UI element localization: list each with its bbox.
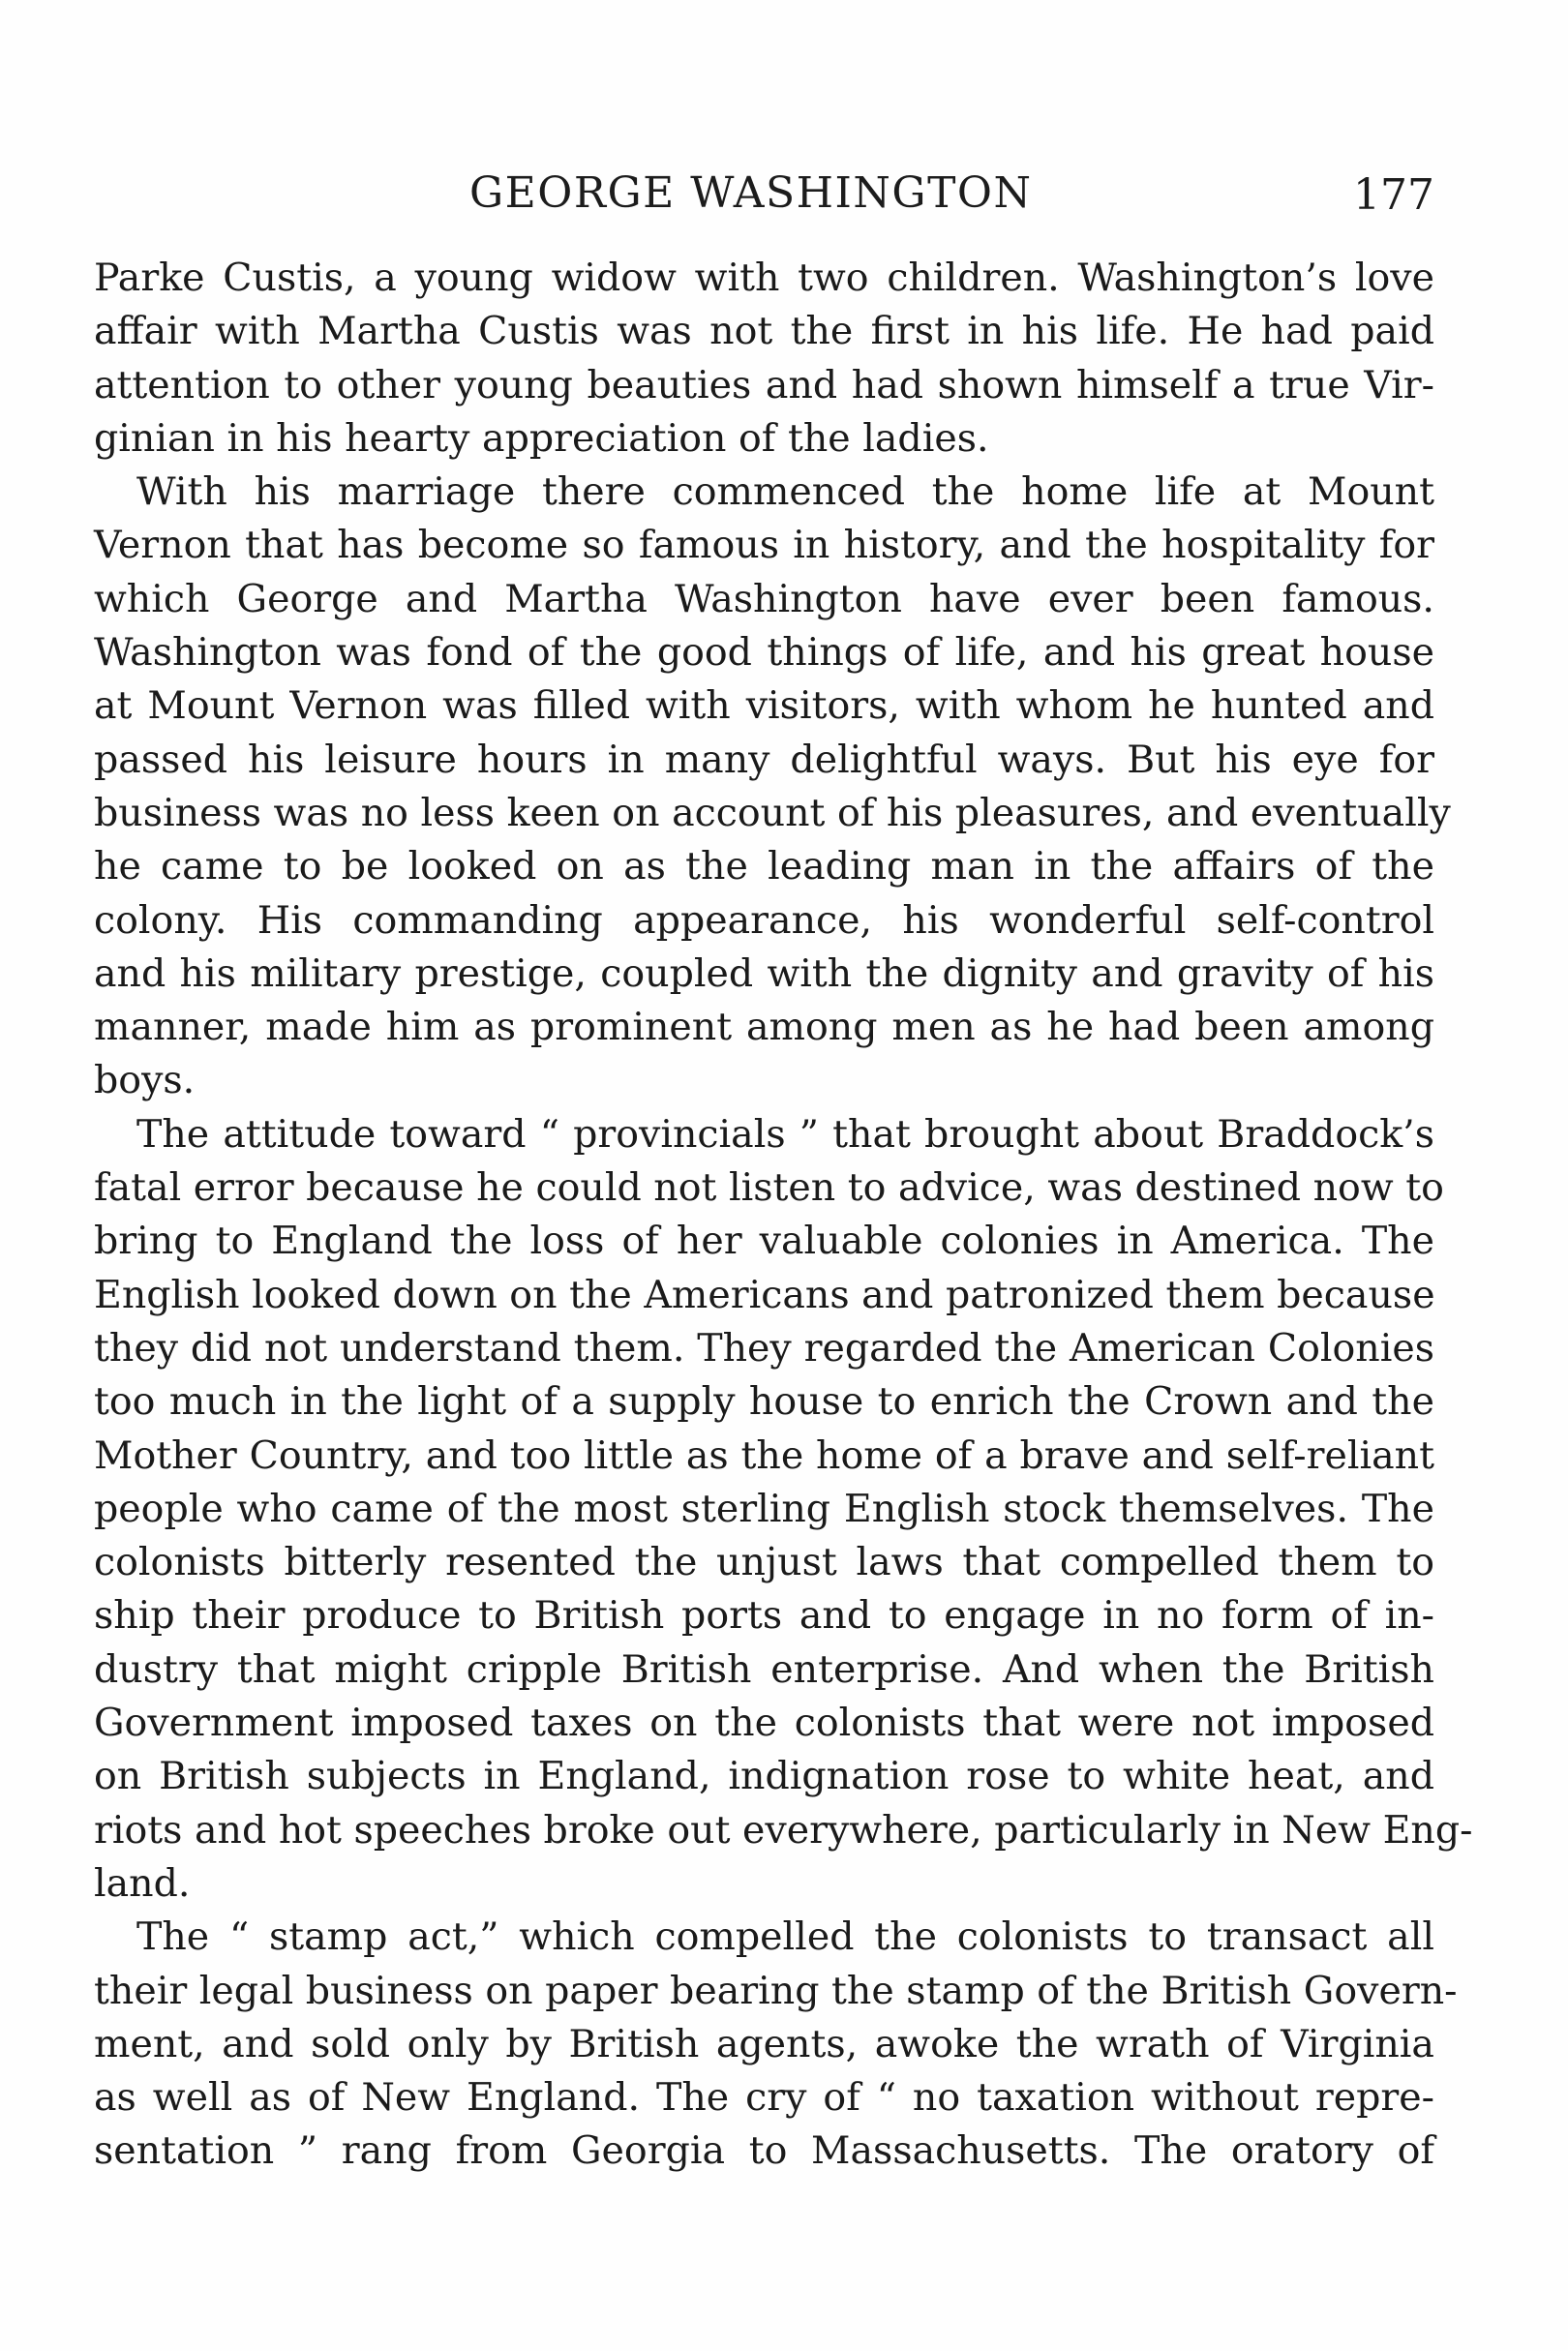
paragraph bbox=[94, 466, 1451, 1108]
text-line: Washington was fond of the good things of life, and his great house bbox=[94, 630, 1434, 676]
text-line: at Mount Vernon was filled with visitors, with whom he hunted and bbox=[94, 683, 1434, 729]
paragraph bbox=[94, 252, 1434, 466]
text-line: Mother Country, and too little as the home of a brave and self-reliant bbox=[94, 1432, 1434, 1478]
text-line: The “ stamp act,” which compelled the colonists to transact all bbox=[136, 1914, 1434, 1960]
text-line: ginian in his hearty appreciation of the ladies. bbox=[94, 415, 989, 461]
paragraph bbox=[94, 1911, 1458, 2178]
text-line: Parke Custis, a young widow with two children. Washington’s love bbox=[94, 256, 1434, 300]
text-line: ment, and sold only by British agents, awoke the wrath of Virginia bbox=[94, 2021, 1434, 2066]
text-line: he came to be looked on as the leading man in the affairs of the bbox=[94, 844, 1434, 889]
text-line: colony. His commanding appearance, his wonderful self-control bbox=[94, 897, 1434, 943]
text-line: With his marriage there commenced the home life at Mount bbox=[136, 469, 1434, 515]
text-line: Vernon that has become so famous in history, and the hospitality for bbox=[94, 523, 1434, 568]
text-line: business was no less keen on account of his pleasures, and eventually bbox=[94, 790, 1451, 835]
text-line: sentation ” rang from Georgia to Massachusetts. The oratory of bbox=[94, 2128, 1434, 2174]
text-line: too much in the light of a supply house to enrich the Crown and the bbox=[94, 1379, 1434, 1425]
text-line: on British subjects in England, indignation rose to white heat, and bbox=[94, 1754, 1434, 1799]
text-line: they did not understand them. They regarded the American Colonies bbox=[94, 1325, 1434, 1371]
running-head bbox=[94, 165, 1434, 232]
text-line: The attitude toward “ provincials ” that brought about Braddock’s bbox=[136, 1111, 1434, 1157]
text-line: riots and hot speeches broke out everywhere, particularly in New Eng- bbox=[94, 1807, 1473, 1853]
paragraph bbox=[94, 1108, 1473, 1911]
text-line: fatal error because he could not listen to advice, was destined now to bbox=[94, 1165, 1444, 1211]
text-line: ship their produce to British ports and to engage in no form of in- bbox=[94, 1593, 1434, 1639]
text-line: colonists bitterly resented the unjust laws that compelled them to bbox=[94, 1540, 1434, 1585]
text-line: boys. bbox=[94, 1058, 196, 1103]
text-line: which George and Martha Washington have ever been famous. bbox=[94, 576, 1434, 621]
body-text bbox=[94, 252, 1473, 2179]
page-number: 177 bbox=[1353, 170, 1434, 220]
running-title: GEORGE WASHINGTON bbox=[469, 168, 1033, 218]
text-line: affair with Martha Custis was not the first in his life. He had paid bbox=[94, 309, 1434, 354]
text-line: Government imposed taxes on the colonists that were not imposed bbox=[94, 1701, 1434, 1746]
text-line: dustry that might cripple British enterprise. And when the British bbox=[94, 1646, 1434, 1692]
text-line: their legal business on paper bearing the stamp of the British Govern- bbox=[94, 1968, 1458, 2013]
text-line: English looked down on the Americans and patronized them because bbox=[94, 1272, 1435, 1317]
text-line: passed his leisure hours in many delightful ways. But his eye for bbox=[94, 737, 1434, 782]
text-line: as well as of New England. The cry of “ no taxation without repre- bbox=[94, 2075, 1434, 2121]
text-line: land. bbox=[94, 1860, 191, 1906]
text-line: bring to England the loss of her valuable colonies in America. The bbox=[94, 1219, 1434, 1264]
text-line: people who came of the most sterling English stock themselves. The bbox=[94, 1486, 1434, 1531]
text-line: attention to other young beauties and had shown himself a true Vir- bbox=[94, 362, 1434, 407]
text-line: and his military prestige, coupled with the dignity and gravity of his bbox=[94, 950, 1434, 996]
text-line: manner, made him as prominent among men as he had been among bbox=[94, 1005, 1434, 1050]
